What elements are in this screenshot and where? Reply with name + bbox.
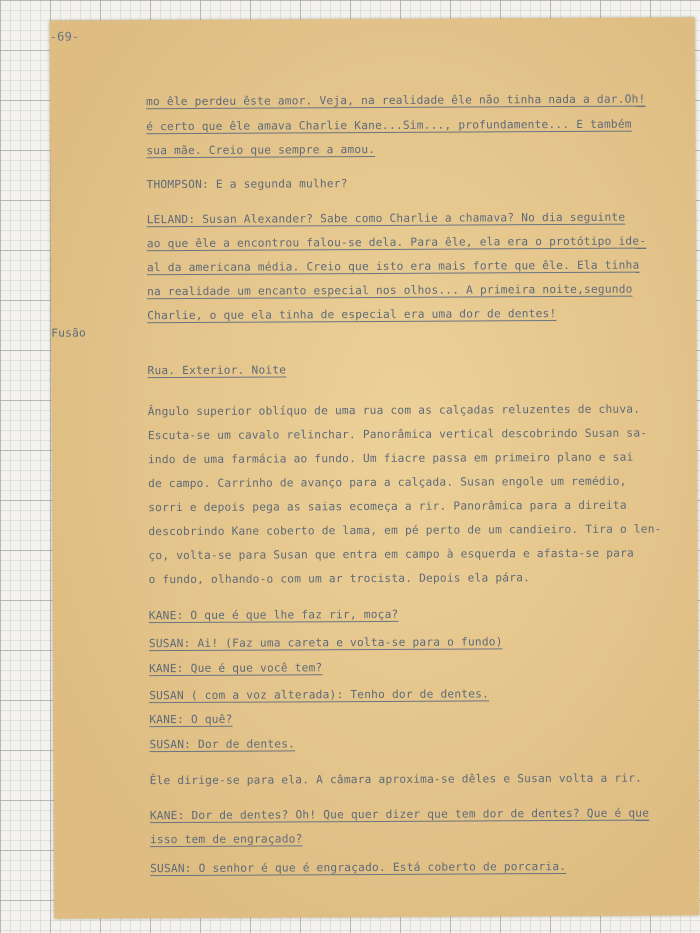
line: Ângulo superior oblíquo de uma rua com as calçadas reluzentes de chuva. bbox=[147, 402, 641, 419]
dialogue-line: SUSAN: Dor de dentes. bbox=[149, 737, 296, 752]
line: na realidade um encanto especial nos olhos... A primeira noite,segundo bbox=[147, 282, 633, 299]
line: al da americana média. Creio que isto era mais forte que êle. Ela tinha bbox=[146, 258, 640, 275]
dialogue-line: SUSAN: Ai! (Faz uma careta e volta-se para o fundo) bbox=[148, 635, 503, 651]
dialogue-line: KANE: Dor de dentes? Oh! Que quer dizer que tem dor de dentes? Que é que bbox=[149, 806, 650, 823]
line: descobrindo Kane coberto de lama, em pé perto de um candieiro. Tira o len- bbox=[148, 522, 662, 539]
line: sorri e depois pega as saias ecomeça a rir. Panorâmica para a direita bbox=[148, 498, 627, 515]
dialogue-line: SUSAN: O senhor é que é engraçado. Está coberto de porcaria. bbox=[150, 860, 567, 876]
dialogue-line: KANE: O quê? bbox=[149, 712, 233, 727]
line: o fundo, olhando-o com um ar trocista. Depois ela pára. bbox=[148, 571, 531, 587]
line: sua mãe. Creio que sempre a amou. bbox=[146, 142, 376, 158]
line: Charlie, o que ela tinha de especial era uma dor de dentes! bbox=[147, 307, 557, 323]
line: LELAND: Susan Alexander? Sabe como Charlie a chamava? No dia seguinte bbox=[146, 210, 626, 227]
line: Êle dirige-se para ela. A câmara aproxima-se dêles e Susan volta a rir. bbox=[149, 771, 643, 788]
scene-heading: Rua. Exterior. Noite bbox=[147, 363, 287, 378]
dialogue-line: KANE: Que é que você tem? bbox=[149, 661, 323, 676]
transition-label: Fusão bbox=[51, 326, 87, 340]
dialogue-line: SUSAN ( com a voz alterada): Tenho dor de dentes. bbox=[149, 687, 490, 703]
dialogue-line: KANE: O que é que lhe faz rir, moça? bbox=[148, 607, 399, 623]
page-number: -69- bbox=[49, 29, 80, 44]
line: ao que êle a encontrou falou-se dela. Para êle, ela era o protótipo ide- bbox=[146, 234, 647, 251]
line: ço, volta-se para Susan que entra em campo à esquerda e afasta-se para bbox=[148, 546, 634, 563]
line: Escuta-se um cavalo relinchar. Panorâmica vertical descobrindo Susan sa- bbox=[147, 426, 648, 443]
line: é certo que êle amava Charlie Kane...Sim..., profundamente... E também bbox=[146, 117, 632, 134]
dialogue-line: THOMPSON: E a segunda mulher? bbox=[146, 177, 348, 192]
line: de campo. Carrinho de avanço para a calçada. Susan engole um remédio, bbox=[148, 474, 627, 491]
line: mo êle perdeu êste amor. Veja, na realidade êle não tinha nada a dar.Oh! bbox=[146, 92, 646, 109]
dialogue-line: isso tem de engraçado? bbox=[149, 832, 303, 847]
line: indo de uma farmácia ao fundo. Um fiacre passa em primeiro plano e sai bbox=[147, 450, 634, 467]
typewritten-page bbox=[50, 17, 700, 918]
